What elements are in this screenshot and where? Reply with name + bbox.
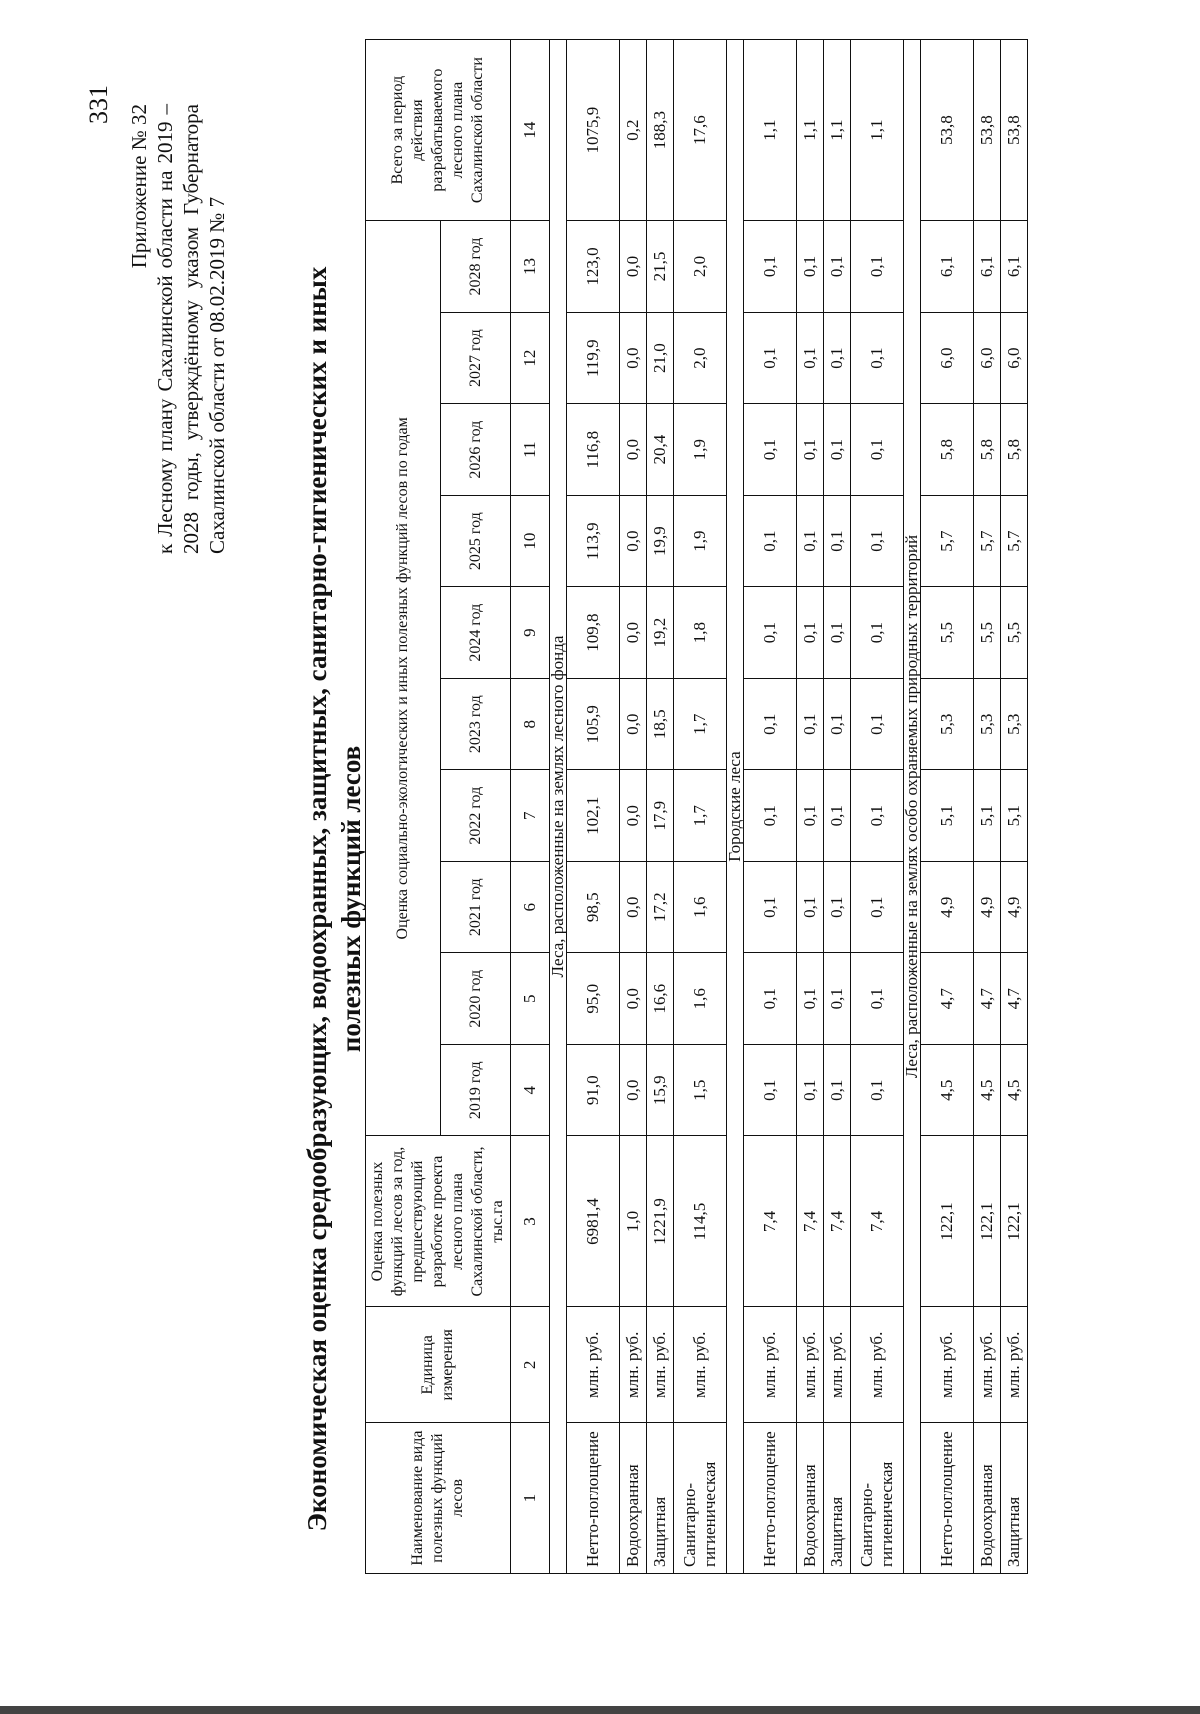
year-value-cell: 0,0 xyxy=(620,587,647,679)
year-value-cell: 0,1 xyxy=(744,1044,797,1136)
section-title: Леса, расположенные на землях особо охраняемых природных территорий xyxy=(904,40,921,1574)
year-value-cell: 0,0 xyxy=(620,953,647,1045)
year-value-cell: 1,7 xyxy=(674,770,727,862)
section-title: Леса, расположенные на землях лесного фонда xyxy=(550,40,567,1574)
header-total: Всего за период действия разрабатываемого лесного плана Сахалинской области xyxy=(366,40,511,221)
previous-year-cell: 7,4 xyxy=(851,1136,904,1307)
column-number: 13 xyxy=(511,221,550,313)
year-value-cell: 6,1 xyxy=(974,221,1001,313)
page-number: 331 xyxy=(84,85,113,124)
year-value-cell: 5,3 xyxy=(921,678,974,770)
year-value-cell: 5,7 xyxy=(1001,495,1028,587)
year-value-cell: 21,0 xyxy=(647,312,674,404)
previous-year-cell: 7,4 xyxy=(797,1136,824,1307)
year-value-cell: 0,1 xyxy=(824,953,851,1045)
year-value-cell: 20,4 xyxy=(647,404,674,496)
header-year: 2019 год xyxy=(441,1044,511,1136)
unit-cell: млн. руб. xyxy=(824,1307,851,1423)
total-cell: 1,1 xyxy=(744,40,797,221)
previous-year-cell: 114,5 xyxy=(674,1136,727,1307)
previous-year-cell: 7,4 xyxy=(824,1136,851,1307)
year-value-cell: 6,0 xyxy=(1001,312,1028,404)
header-year: 2027 год xyxy=(441,312,511,404)
year-value-cell: 0,0 xyxy=(620,404,647,496)
unit-cell: млн. руб. xyxy=(1001,1307,1028,1423)
year-value-cell: 5,3 xyxy=(974,678,1001,770)
year-value-cell: 5,1 xyxy=(921,770,974,862)
table-row xyxy=(797,40,824,1574)
year-value-cell: 91,0 xyxy=(567,1044,620,1136)
table-row xyxy=(567,40,620,1574)
previous-year-cell: 7,4 xyxy=(744,1136,797,1307)
year-value-cell: 4,5 xyxy=(921,1044,974,1136)
year-value-cell: 4,9 xyxy=(974,861,1001,953)
year-value-cell: 0,1 xyxy=(744,770,797,862)
column-number: 1 xyxy=(511,1423,550,1574)
section-row xyxy=(904,40,921,1574)
header-yearly-group: Оценка социально-экологических и иных полезных функций лесов по годам xyxy=(366,221,441,1136)
header-year: 2022 год xyxy=(441,770,511,862)
table-row xyxy=(1001,40,1028,1574)
year-value-cell: 1,9 xyxy=(674,495,727,587)
total-cell: 188,3 xyxy=(647,40,674,221)
year-value-cell: 0,1 xyxy=(797,312,824,404)
year-value-cell: 0,1 xyxy=(797,495,824,587)
year-value-cell: 0,1 xyxy=(851,953,904,1045)
total-cell: 53,8 xyxy=(974,40,1001,221)
year-value-cell: 5,8 xyxy=(921,404,974,496)
year-value-cell: 0,1 xyxy=(744,312,797,404)
header-year: 2024 год xyxy=(441,587,511,679)
year-value-cell: 105,9 xyxy=(567,678,620,770)
function-name-cell: Водоохранная xyxy=(974,1423,1001,1574)
year-value-cell: 0,1 xyxy=(744,861,797,953)
total-cell: 1,1 xyxy=(824,40,851,221)
document-title: Экономическая оценка средообразующих, водоохранных, защитных, санитарно-гигиенических и иных полезных функций лесов xyxy=(302,266,366,1532)
function-name-cell: Санитарно-гигиеническая xyxy=(851,1423,904,1574)
year-value-cell: 0,0 xyxy=(620,312,647,404)
year-value-cell: 0,0 xyxy=(620,495,647,587)
year-value-cell: 0,1 xyxy=(824,678,851,770)
year-value-cell: 109,8 xyxy=(567,587,620,679)
previous-year-cell: 6981,4 xyxy=(567,1136,620,1307)
appendix-reference: к Лесному плану Сахалинской области на 2019 – 2028 годы, утверждённому указом Губернатора Сахалинской области от 08.02.2019 № 7 xyxy=(153,104,229,554)
year-value-cell: 5,7 xyxy=(921,495,974,587)
year-value-cell: 2,0 xyxy=(674,221,727,313)
year-value-cell: 17,2 xyxy=(647,861,674,953)
year-value-cell: 116,8 xyxy=(567,404,620,496)
unit-cell: млн. руб. xyxy=(647,1307,674,1423)
function-name-cell: Санитарно-гигиеническая xyxy=(674,1423,727,1574)
function-name-cell: Нетто-поглощение xyxy=(744,1423,797,1574)
year-value-cell: 0,1 xyxy=(851,678,904,770)
year-value-cell: 98,5 xyxy=(567,861,620,953)
header-function-name: Наименование вида полезных функций лесов xyxy=(366,1423,511,1574)
year-value-cell: 0,1 xyxy=(824,312,851,404)
column-number: 5 xyxy=(511,953,550,1045)
year-value-cell: 0,1 xyxy=(797,221,824,313)
function-name-cell: Нетто-поглощение xyxy=(567,1423,620,1574)
unit-cell: млн. руб. xyxy=(974,1307,1001,1423)
year-value-cell: 1,8 xyxy=(674,587,727,679)
year-value-cell: 0,0 xyxy=(620,770,647,862)
year-value-cell: 0,1 xyxy=(851,1044,904,1136)
column-number: 11 xyxy=(511,404,550,496)
header-year: 2020 год xyxy=(441,953,511,1045)
scan-edge-shadow xyxy=(0,1706,1200,1714)
column-number: 6 xyxy=(511,861,550,953)
year-value-cell: 1,6 xyxy=(674,861,727,953)
column-number: 10 xyxy=(511,495,550,587)
year-value-cell: 4,7 xyxy=(1001,953,1028,1045)
total-cell: 1,1 xyxy=(851,40,904,221)
year-value-cell: 4,9 xyxy=(1001,861,1028,953)
total-cell: 1075,9 xyxy=(567,40,620,221)
year-value-cell: 4,5 xyxy=(974,1044,1001,1136)
year-value-cell: 0,1 xyxy=(744,587,797,679)
total-cell: 0,2 xyxy=(620,40,647,221)
year-value-cell: 0,0 xyxy=(620,861,647,953)
year-value-cell: 0,1 xyxy=(744,221,797,313)
year-value-cell: 5,7 xyxy=(974,495,1001,587)
year-value-cell: 6,0 xyxy=(974,312,1001,404)
year-value-cell: 102,1 xyxy=(567,770,620,862)
year-value-cell: 5,8 xyxy=(1001,404,1028,496)
function-name-cell: Нетто-поглощение xyxy=(921,1423,974,1574)
section-row xyxy=(550,40,567,1574)
year-value-cell: 0,1 xyxy=(851,587,904,679)
year-value-cell: 1,9 xyxy=(674,404,727,496)
header-year: 2025 год xyxy=(441,495,511,587)
year-value-cell: 5,5 xyxy=(974,587,1001,679)
year-value-cell: 0,1 xyxy=(851,861,904,953)
year-value-cell: 16,6 xyxy=(647,953,674,1045)
unit-cell: млн. руб. xyxy=(567,1307,620,1423)
function-name-cell: Защитная xyxy=(1001,1423,1028,1574)
unit-cell: млн. руб. xyxy=(797,1307,824,1423)
column-number: 9 xyxy=(511,587,550,679)
year-value-cell: 5,1 xyxy=(1001,770,1028,862)
year-value-cell: 1,7 xyxy=(674,678,727,770)
total-cell: 1,1 xyxy=(797,40,824,221)
year-value-cell: 0,1 xyxy=(851,312,904,404)
year-value-cell: 2,0 xyxy=(674,312,727,404)
unit-cell: млн. руб. xyxy=(620,1307,647,1423)
year-value-cell: 0,1 xyxy=(824,587,851,679)
year-value-cell: 4,7 xyxy=(921,953,974,1045)
year-value-cell: 0,1 xyxy=(744,953,797,1045)
unit-cell: млн. руб. xyxy=(921,1307,974,1423)
year-value-cell: 0,1 xyxy=(851,495,904,587)
forest-functions-table xyxy=(365,39,1028,1574)
header-year: 2028 год xyxy=(441,221,511,313)
header-unit: Единица измерения xyxy=(366,1307,511,1423)
column-number: 7 xyxy=(511,770,550,862)
year-value-cell: 5,3 xyxy=(1001,678,1028,770)
table-row xyxy=(647,40,674,1574)
year-value-cell: 119,9 xyxy=(567,312,620,404)
previous-year-cell: 122,1 xyxy=(921,1136,974,1307)
section-title: Городские леса xyxy=(727,40,744,1574)
year-value-cell: 4,7 xyxy=(974,953,1001,1045)
year-value-cell: 0,1 xyxy=(824,770,851,862)
year-value-cell: 113,9 xyxy=(567,495,620,587)
year-value-cell: 6,0 xyxy=(921,312,974,404)
appendix-number: Приложение № 32 xyxy=(127,104,151,269)
year-value-cell: 0,1 xyxy=(797,678,824,770)
year-value-cell: 19,9 xyxy=(647,495,674,587)
total-cell: 17,6 xyxy=(674,40,727,221)
column-number: 12 xyxy=(511,312,550,404)
year-value-cell: 1,6 xyxy=(674,953,727,1045)
year-value-cell: 4,9 xyxy=(921,861,974,953)
year-value-cell: 0,1 xyxy=(797,587,824,679)
header-year: 2021 год xyxy=(441,861,511,953)
year-value-cell: 0,1 xyxy=(797,861,824,953)
year-value-cell: 0,1 xyxy=(851,404,904,496)
year-value-cell: 0,0 xyxy=(620,221,647,313)
year-value-cell: 95,0 xyxy=(567,953,620,1045)
year-value-cell: 0,0 xyxy=(620,1044,647,1136)
year-value-cell: 6,1 xyxy=(1001,221,1028,313)
function-name-cell: Водоохранная xyxy=(797,1423,824,1574)
table-row xyxy=(921,40,974,1574)
previous-year-cell: 122,1 xyxy=(974,1136,1001,1307)
column-number: 3 xyxy=(511,1136,550,1307)
total-cell: 53,8 xyxy=(921,40,974,221)
year-value-cell: 0,0 xyxy=(620,678,647,770)
section-row xyxy=(727,40,744,1574)
table-row xyxy=(851,40,904,1574)
year-value-cell: 0,1 xyxy=(797,770,824,862)
column-number: 14 xyxy=(511,40,550,221)
function-name-cell: Защитная xyxy=(647,1423,674,1574)
column-number: 4 xyxy=(511,1044,550,1136)
appendix-note xyxy=(126,104,230,554)
table-row xyxy=(744,40,797,1574)
table-row xyxy=(674,40,727,1574)
year-value-cell: 1,5 xyxy=(674,1044,727,1136)
year-value-cell: 0,1 xyxy=(851,770,904,862)
year-value-cell: 19,2 xyxy=(647,587,674,679)
header-previous-year: Оценка полезных функций лесов за год, предшествующий разработке проекта лесного плана Сахалинской области, тыс.га xyxy=(366,1136,511,1307)
column-number: 8 xyxy=(511,678,550,770)
previous-year-cell: 1,0 xyxy=(620,1136,647,1307)
year-value-cell: 0,1 xyxy=(744,495,797,587)
year-value-cell: 5,8 xyxy=(974,404,1001,496)
year-value-cell: 15,9 xyxy=(647,1044,674,1136)
table-row xyxy=(620,40,647,1574)
year-value-cell: 0,1 xyxy=(851,221,904,313)
year-value-cell: 0,1 xyxy=(744,404,797,496)
year-value-cell: 17,9 xyxy=(647,770,674,862)
previous-year-cell: 1221,9 xyxy=(647,1136,674,1307)
year-value-cell: 0,1 xyxy=(797,953,824,1045)
year-value-cell: 0,1 xyxy=(824,404,851,496)
year-value-cell: 123,0 xyxy=(567,221,620,313)
year-value-cell: 4,5 xyxy=(1001,1044,1028,1136)
year-value-cell: 5,5 xyxy=(1001,587,1028,679)
year-value-cell: 18,5 xyxy=(647,678,674,770)
table-row xyxy=(974,40,1001,1574)
year-value-cell: 5,1 xyxy=(974,770,1001,862)
unit-cell: млн. руб. xyxy=(744,1307,797,1423)
table-row xyxy=(824,40,851,1574)
year-value-cell: 5,5 xyxy=(921,587,974,679)
year-value-cell: 0,1 xyxy=(797,404,824,496)
header-year: 2026 год xyxy=(441,404,511,496)
year-value-cell: 6,1 xyxy=(921,221,974,313)
year-value-cell: 0,1 xyxy=(824,861,851,953)
year-value-cell: 0,1 xyxy=(824,1044,851,1136)
header-year: 2023 год xyxy=(441,678,511,770)
year-value-cell: 0,1 xyxy=(797,1044,824,1136)
year-value-cell: 0,1 xyxy=(824,221,851,313)
function-name-cell: Водоохранная xyxy=(620,1423,647,1574)
year-value-cell: 0,1 xyxy=(744,678,797,770)
unit-cell: млн. руб. xyxy=(674,1307,727,1423)
function-name-cell: Защитная xyxy=(824,1423,851,1574)
unit-cell: млн. руб. xyxy=(851,1307,904,1423)
year-value-cell: 0,1 xyxy=(824,495,851,587)
year-value-cell: 21,5 xyxy=(647,221,674,313)
column-number: 2 xyxy=(511,1307,550,1423)
previous-year-cell: 122,1 xyxy=(1001,1136,1028,1307)
total-cell: 53,8 xyxy=(1001,40,1028,221)
